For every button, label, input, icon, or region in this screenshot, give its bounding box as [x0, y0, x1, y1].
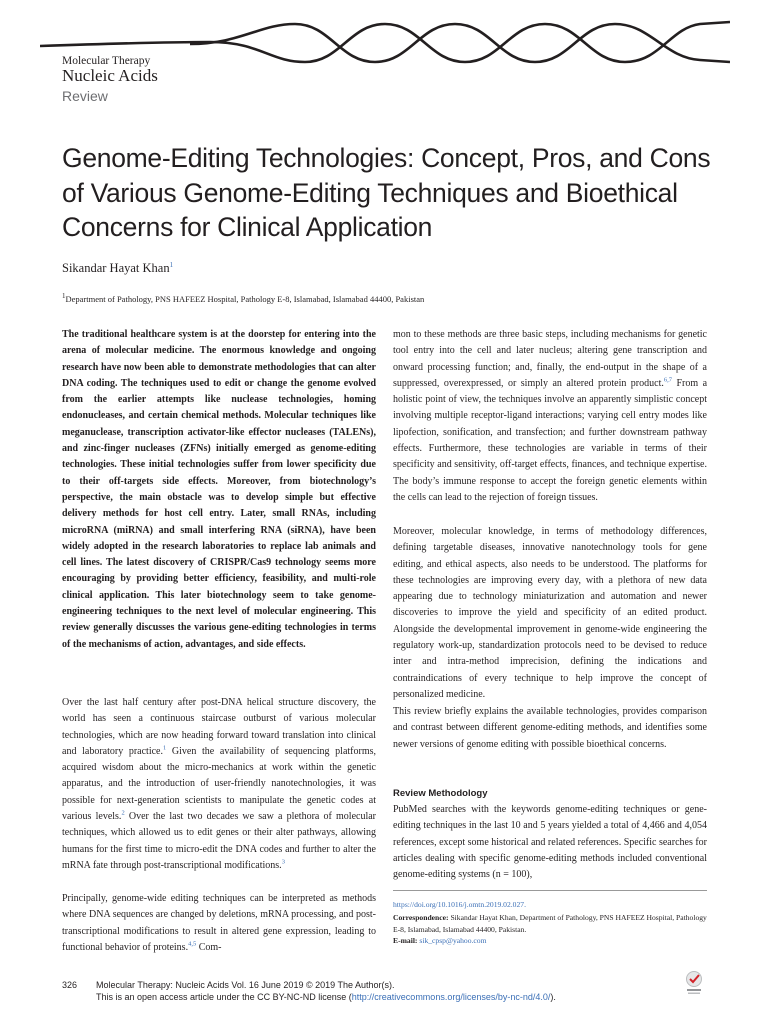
citation-link[interactable]: 1 — [163, 744, 167, 752]
paragraph-text: Over the last two decades we saw a plethora of molecular techniques, which allowed us to edit genes or their alter pathways, allowing humans for the first time to micro-edit the DNA codes and further to alter the mRNA fate through post-transcriptional modifications. — [62, 811, 376, 871]
email-link[interactable]: sik_cpsp@yahoo.com — [419, 936, 487, 945]
right-paragraph-2: Moreover, molecular knowledge, in terms of methodology differences, defining targetable diseases, innovative nanotechnology tools for gene editing, and ethical aspects, also needs to be understood. The platforms for these technologies are improving every day, with a plethora of new data appearing due to technology miniaturization and automation and newer discoveries to improve the yield and specificity of an edited product. Alongside the developmental improvement in genome-wide engineering the regulatory work-up, standardization protocols need to be devised to reduce inter and intra-method imprecision, defining the indications and contraindications of every technique to help improve the concept of personalized medicine. — [393, 526, 707, 700]
license-suffix: ). — [550, 992, 556, 1002]
paragraph-text: mon to these methods are three basic steps, including mechanisms for genetic tool entry into the cell and later nucleus; altering gene transcription and onward processing function; and, finally, the end-output in the shape of a suppressed, overexpressed, or simply an altered protein product. — [393, 329, 707, 389]
affiliation — [62, 292, 424, 304]
right-paragraph-1 — [393, 327, 707, 506]
author-affiliation-mark: 1 — [169, 261, 174, 269]
footnote-divider — [393, 890, 707, 891]
correspondence — [393, 912, 707, 935]
journal-name: Nucleic Acids — [62, 66, 158, 85]
journal-name-small: Molecular Therapy — [62, 55, 151, 67]
author-line — [62, 261, 173, 276]
paragraph-text: Principally, genome-wide editing techniques can be interpreted as methods where DNA sequences are changed by deletions, mRNA processing, and post-transcriptional modifications to result in altered gene expression, leading to functional behavior of proteins. — [62, 893, 376, 953]
email-line — [393, 935, 707, 947]
paragraph-text: From a holistic point of view, the techniques involve an apparently simplistic concept involving multiple receptor-ligand interactions; varying cell entry modes like lipofection, sonification, and transfection; and further downstream pathway effects. Furthermore, these technologies are variable in terms of their specificity and sensitivity, off-target effects, finances, and technique expertise. The body’s immune response to accept the foreign genetic elements within the cells can lead to the rejection of foreign tissues. — [393, 377, 708, 503]
doi-link[interactable] — [393, 899, 707, 911]
affiliation-text: Department of Pathology, PNS HAFEEZ Hospital, Pathology E-8, Islamabad, Islamabad 44400, Pakistan — [65, 293, 425, 304]
article-title: Genome-Editing Technologies: Concept, Pros, and Cons of Various Genome-Editing Techniques and Bioethical Concerns for Clinical Application — [62, 143, 711, 242]
footer-citation: Molecular Therapy: Nucleic Acids Vol. 16 June 2019 © 2019 The Author(s). — [96, 980, 395, 990]
paragraph-text: Com- — [196, 941, 222, 953]
intro-paragraph-2 — [62, 891, 376, 956]
right-paragraph-4: PubMed searches with the keywords genome-editing techniques or gene-editing techniques in the last 10 and 5 years yielded a total of 4,466 and 4,054 references, except some historical and related references. Specific searches for articles dealing with specific genome-editing methods included conventional genome-editing systems (n = 100), — [393, 804, 707, 881]
abstract: The traditional healthcare system is at the doorstep for entering into the arena of molecular medicine. The enormous knowledge and ongoing research have now been able to demonstrate methodologies that can alter DNA coding. The techniques used to edit or change the genome evolved from the earlier attempts like nuclease technologies, homing endonucleases, and certain chemical methods. Molecular techniques like meganuclease, transcription activator-like effector nucleases (TALENs), and zinc-finger nucleases (ZFNs) initially emerged as genome-editing technologies. These initial technologies suffer from lower specificity due to their off-targets side effects. Moreover, from biotechnology’s perspective, the main obstacle was to develop simple but effective delivery methods for host cell entry. Later, small RNAs, including microRNA (miRNA) and small interfering RNA (siRNA), have been widely adopted in the research laboratories to replace lab animals and cell lines. The latest discovery of CRISPR/Cas9 technology seems more encouraging by providing better efficiency, feasibility, and multi-role clinical application. This later biotechnology seem to take genome-engineering techniques to the next level of molecular engineering. This review generally discusses the various gene-editing technologies in terms of the mechanisms of action, advantages, and side effects. — [62, 329, 376, 650]
article-type: Review — [62, 88, 108, 104]
page-number: 326 — [62, 980, 78, 990]
affiliation-mark: 1 — [62, 292, 66, 300]
paragraph-text: Given the availability of sequencing platforms, acquired wisdom about the micro-mechanics at work within the genetic apparatus, and the introduction of user-friendly nanotechnologies, it was possible for next-generation scientists to manipulate the genetic codes at various levels. — [62, 745, 376, 823]
paragraph-text: Over the last half century after post-DNA helical structure discovery, the world has seen a continuous staircase outburst of various molecular technologies, which are now heading forward toward translation into clinical and laboratory practice. — [62, 697, 376, 757]
citation-link[interactable]: 4,5 — [188, 940, 197, 948]
check-for-updates-icon-graphic — [683, 970, 705, 996]
check-for-updates-icon[interactable] — [683, 970, 705, 996]
intro-paragraph-1 — [62, 695, 376, 874]
doi-text[interactable]: https://doi.org/10.1016/j.omtn.2019.02.027. — [393, 900, 526, 909]
citation-link[interactable]: 2 — [121, 809, 125, 817]
author-name: Sikandar Hayat Khan — [62, 261, 170, 276]
footer-license — [96, 992, 556, 1002]
email-label: E-mail: — [393, 936, 418, 945]
correspondence-label: Correspondence: — [393, 913, 449, 922]
citation-link[interactable]: 6,7 — [663, 376, 672, 384]
right-paragraph-3: This review briefly explains the available technologies, provides comparison and contrast between different genome-editing methods, and identifies some newer versions of genome editing with possible bioethical concerns. — [393, 706, 707, 750]
citation-link[interactable]: 3 — [281, 858, 285, 866]
license-link[interactable]: http://creativecommons.org/licenses/by-nc-nd/4.0/ — [351, 992, 551, 1002]
license-prefix: This is an open access article under the CC BY-NC-ND license ( — [96, 992, 352, 1002]
section-heading-review-methodology: Review Methodology — [393, 788, 488, 799]
correspondence-text: Sikandar Hayat Khan, Department of Pathology, PNS HAFEEZ Hospital, Pathology E-8, Islamabad, Islamabad 44400, Pakistan. — [393, 913, 707, 934]
